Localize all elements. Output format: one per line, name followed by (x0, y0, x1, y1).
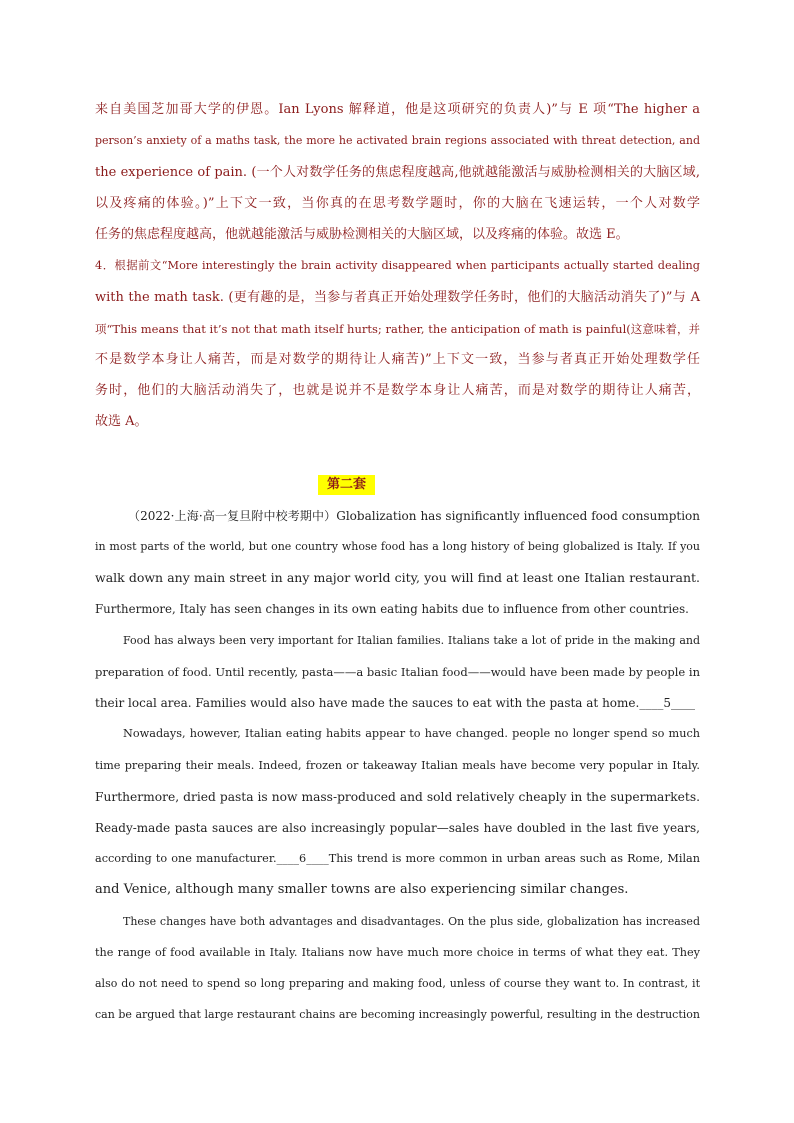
passage-line: These changes have both advantages and disadvantages. On the plus side, globalization has increased (123, 915, 700, 928)
answer-line: 任务的焦虑程度越高，他就越能激活与威胁检测相关的大脑区域，以及疼痛的体验。故选 E。 (95, 227, 629, 242)
answer-line: 4．根据前文“More interestingly the brain activity disappeared when participants actually started dealing (95, 259, 700, 272)
answer-line: 以及疼痛的体验。)”上下文一致，当你真的在思考数学题时，你的大脑在飞速运转，一个人对数学 (95, 196, 700, 211)
passage-line: also do not need to spend so long preparing and making food, unless of course they want to. In contrast, it (95, 977, 700, 990)
answer-line: the experience of pain. (一个人对数学任务的焦虑程度越高,他就越能激活与威胁检测相关的大脑区域, (95, 165, 700, 180)
passage-line: according to one manufacturer.____6____This trend is more common in urban areas such as Rome, Milan (95, 852, 700, 865)
answer-line: 来自美国芝加哥大学的伊恩。Ian Lyons 解释道，他是这项研究的负责人)”与 E 项“The higher a (95, 102, 700, 117)
passage-line: walk down any main street in any major world city, you will find at least one Italian restaurant. (95, 570, 700, 585)
passage-line: time preparing their meals. Indeed, frozen or takeaway Italian meals have become very popular in Italy. (95, 759, 700, 772)
answer-line: 故选 A。 (95, 414, 148, 429)
passage-line: the range of food available in Italy. Italians now have much more choice in terms of what they eat. They (95, 946, 700, 959)
answer-line: 务时，他们的大脑活动消失了，也就是说并不是数学本身让人痛苦，而是对数学的期待让人痛苦， (95, 383, 700, 398)
passage-line: can be argued that large restaurant chains are becoming increasingly powerful, resulting in the destruction (95, 1008, 700, 1021)
passage-line: Food has always been very important for Italian families. Italians take a lot of pride in the making and (123, 634, 700, 647)
answer-line: 不是数学本身让人痛苦，而是对数学的期待让人痛苦)”上下文一致，当参与者真正开始处理数学任 (95, 352, 700, 367)
answer-line: with the math task. (更有趣的是，当参与者真正开始处理数学任务时，他们的大脑活动消失了)”与 A (95, 290, 700, 305)
passage-line: their local area. Families would also have made the sauces to eat with the pasta at home.____5____ (95, 696, 695, 710)
passage-line: Furthermore, Italy has seen changes in its own eating habits due to influence from other countries. (95, 602, 689, 616)
answer-line: 项“This means that it’s not that math itself hurts; rather, the anticipation of math is painful(这意味着，并 (95, 322, 700, 336)
passage-line: in most parts of the world, but one country whose food has a long history of being globalized is Italy. If you (95, 540, 700, 553)
section-heading: 第二套 (318, 475, 375, 495)
passage-line: Nowadays, however, Italian eating habits appear to have changed. people no longer spend so much (123, 727, 700, 740)
passage-line: Furthermore, dried pasta is now mass-produced and sold relatively cheaply in the supermarkets. (95, 790, 700, 804)
passage-line: and Venice, although many smaller towns are also experiencing similar changes. (95, 882, 629, 897)
passage-line: （2022·上海·高一复旦附中校考期中）Globalization has significantly influenced food consumption (128, 509, 700, 523)
answer-line: person’s anxiety of a maths task, the more he activated brain regions associated with threat detection, and (95, 134, 700, 147)
passage-line: preparation of food. Until recently, pasta——a basic Italian food——would have been made by people in (95, 665, 700, 679)
passage-line: Ready-made pasta sauces are also increasingly popular—sales have doubled in the last five years, (95, 821, 700, 835)
